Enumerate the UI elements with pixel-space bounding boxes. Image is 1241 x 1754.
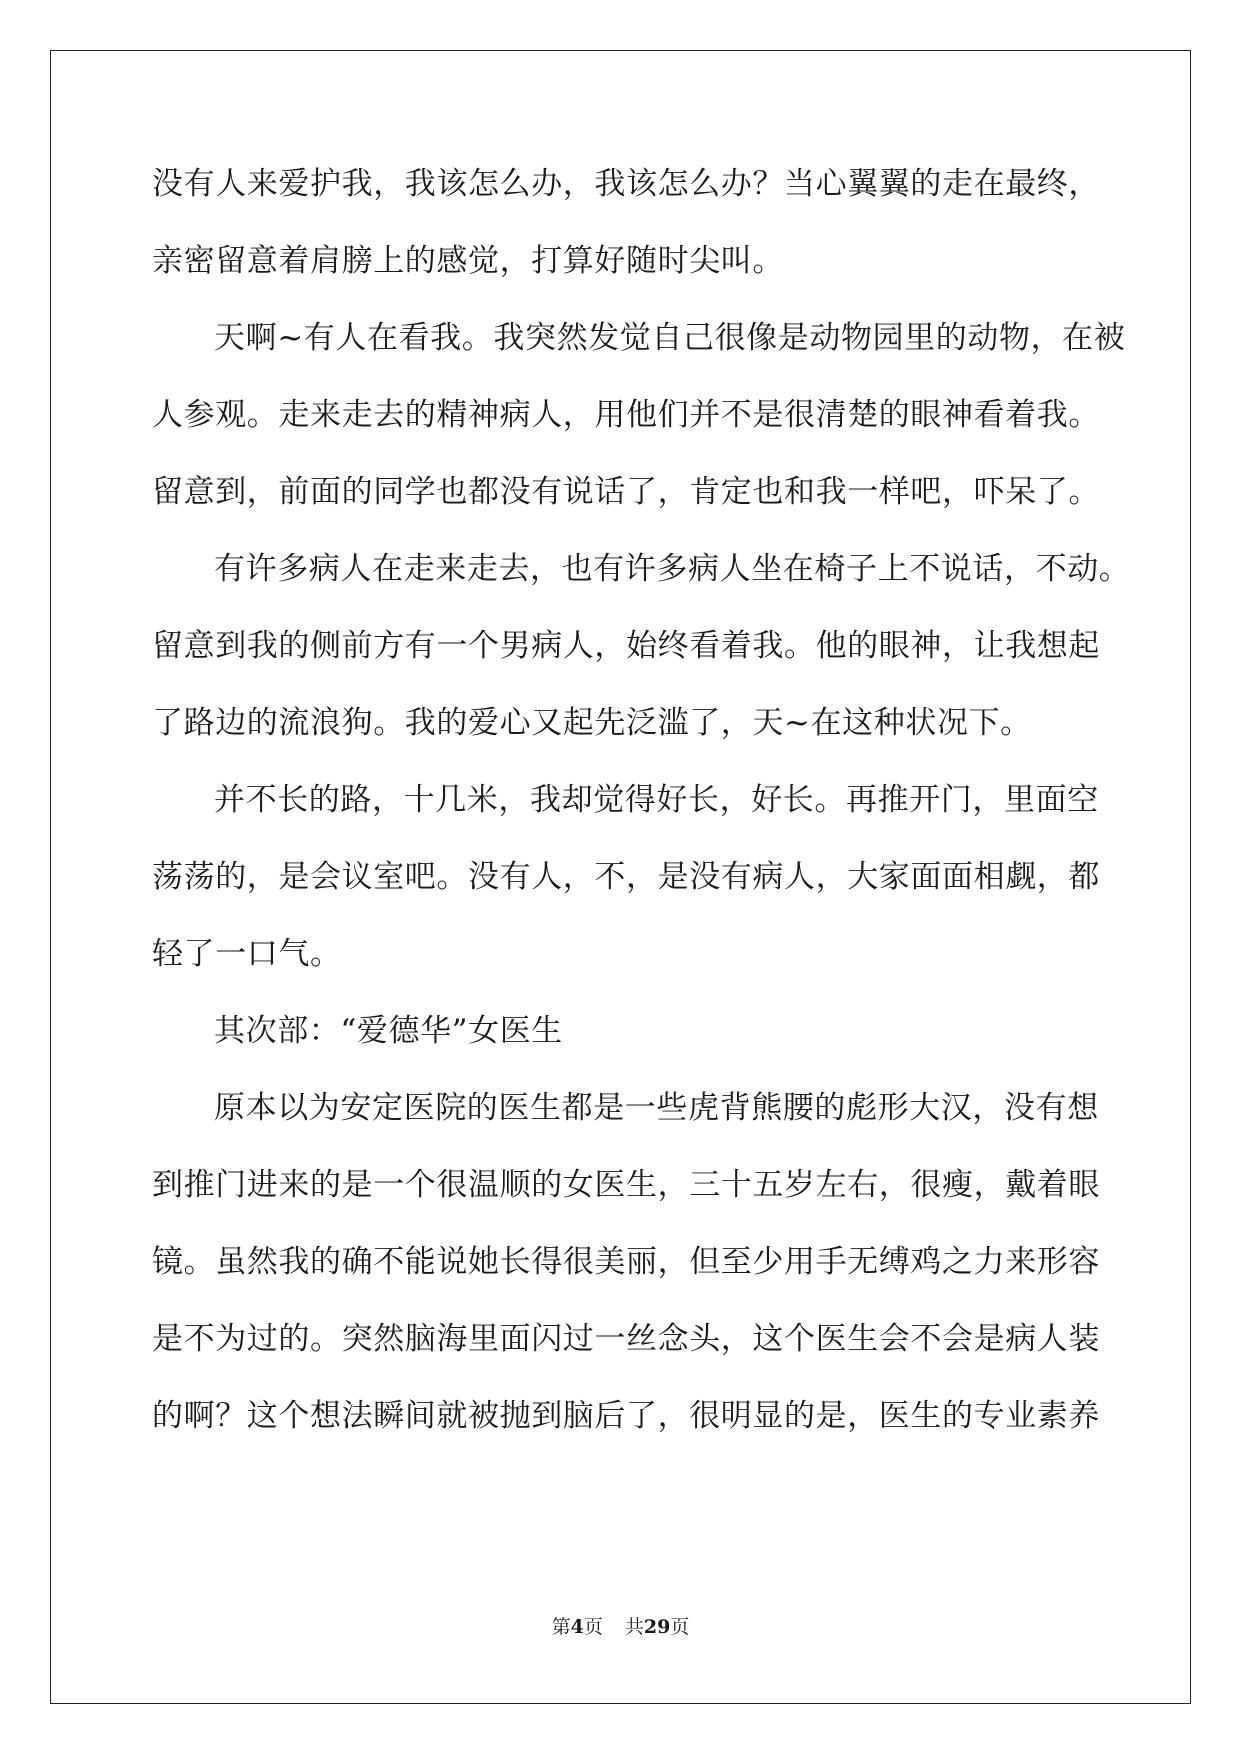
total-prefix: 共 [624,1616,644,1638]
text-line: 了路边的流浪狗。我的爱心又起先泛滥了，天~在这种状况下。 [152,705,1032,741]
page-footer [0,1612,1241,1639]
total-suffix: 页 [670,1616,690,1638]
text-line: 并不长的路，十几米，我却觉得好长，好长。再推开门，里面空 [214,782,1099,818]
page-number: 4 [570,1616,584,1638]
text-line: 留意到，前面的同学也都没有说话了，肯定也和我一样吧，吓呆了。 [152,474,1100,510]
text-line: 留意到我的侧前方有一个男病人，始终看着我。他的眼神，让我想起 [152,628,1100,664]
text-line: 原本以为安定医院的医生都是一些虎背熊腰的彪形大汉，没有想 [214,1090,1099,1126]
text-line: 是不为过的。突然脑海里面闪过一丝念头，这个医生会不会是病人装 [152,1321,1100,1357]
text-line: 镜。虽然我的确不能说她长得很美丽，但至少用手无缚鸡之力来形容 [152,1244,1100,1280]
text-line: 的啊？这个想法瞬间就被抛到脑后了，很明显的是，医生的专业素养 [152,1398,1100,1434]
text-line: 轻了一口气。 [152,936,342,972]
page-prefix: 第 [551,1616,571,1638]
document-body [152,162,1131,1471]
text-line: 有许多病人在走来走去，也有许多病人坐在椅子上不说话，不动。 [214,551,1131,587]
section-heading: 其次部：“爱德华”女医生 [214,1013,563,1049]
text-line: 到推门进来的是一个很温顺的女医生，三十五岁左右，很瘦，戴着眼 [152,1167,1100,1203]
text-line: 亲密留意着肩膀上的感觉，打算好随时尖叫。 [152,243,784,279]
page-suffix: 页 [583,1616,603,1638]
text-line: 没有人来爱护我，我该怎么办，我该怎么办？当心翼翼的走在最终， [152,166,1100,202]
text-line: 荡荡的，是会议室吧。没有人，不，是没有病人，大家面面相觑，都 [152,859,1100,895]
total-pages: 29 [643,1616,671,1638]
text-line: 天啊~有人在看我。我突然发觉自己很像是动物园里的动物，在被 [214,320,1126,356]
text-line: 人参观。走来走去的精神病人，用他们并不是很清楚的眼神看着我。 [152,397,1100,433]
